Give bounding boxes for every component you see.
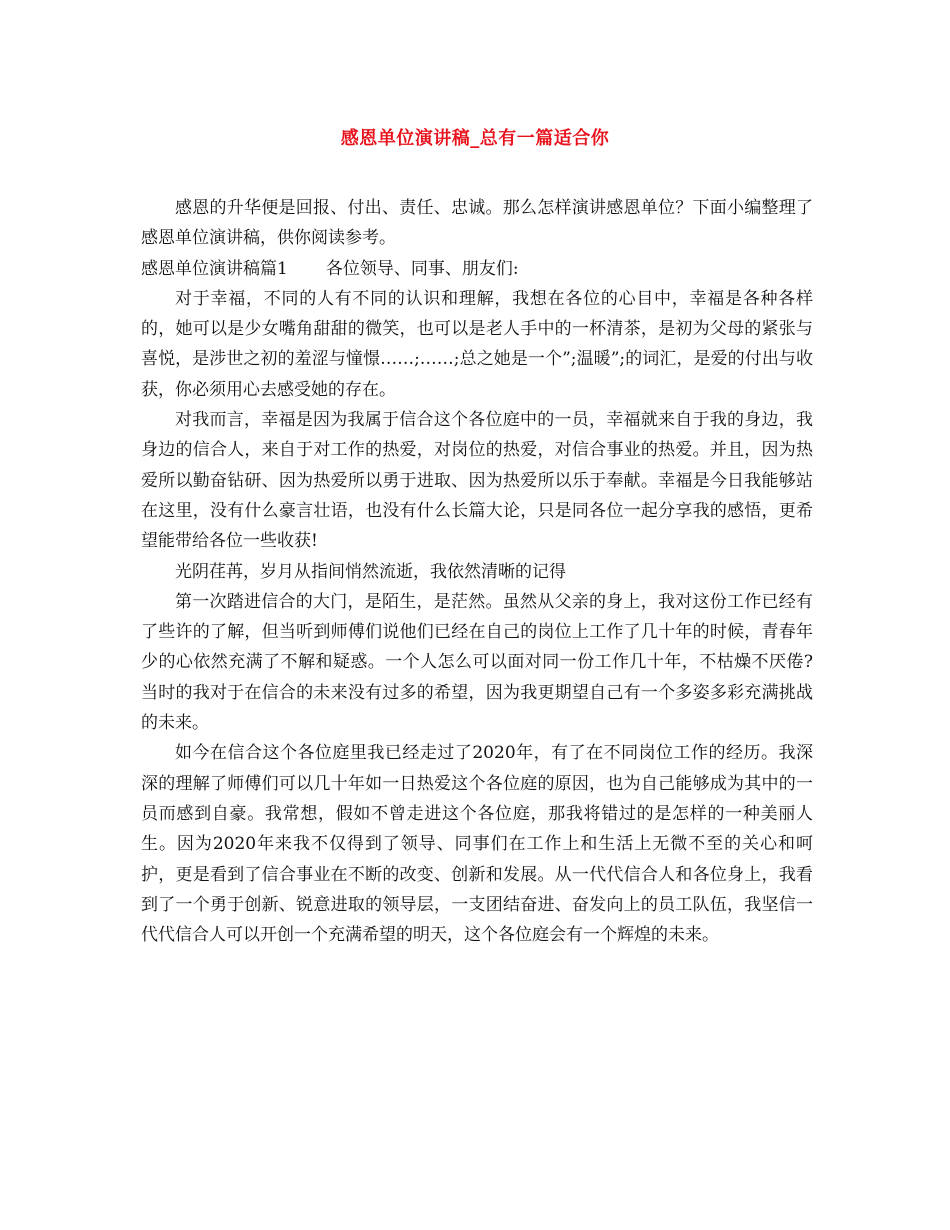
document-title: 感恩单位演讲稿_总有一篇适合你: [340, 128, 610, 149]
body-paragraph: 对于幸福，不同的人有不同的认识和理解，我想在各位的心目中，幸福是各种各样的，她可以是少女嘴角甜甜的微笑，也可以是老人手中的一杯清茶，是初为父母的紧张与喜悦，是涉世之初的羞涩与憧憬……;……;总之她是一个”;温暖”;的词汇，是爱的付出与收获，你必须用心去感受她的存在。: [141, 288, 813, 400]
body-paragraph: 光阴荏苒，岁月从指间悄然流逝，我依然清晰的记得: [175, 561, 566, 582]
intro-paragraph: 感恩的升华便是回报、付出、责任、忠诚。那么怎样演讲感恩单位？下面小编整理了感恩单位演讲稿，供你阅读参考。: [141, 198, 813, 249]
document-body: [141, 193, 813, 950]
section-heading: 感恩单位演讲稿篇1: [141, 258, 288, 279]
body-paragraph: 第一次踏进信合的大门，是陌生，是茫然。虽然从父亲的身上，我对这份工作已经有了些许的了解，但当听到师傅们说他们已经在自己的岗位上工作了几十年的时候，青春年少的心依然充满了不解和疑惑。一个人怎么可以面对同一份工作几十年，不枯燥不厌倦?当时的我对于在信合的未来没有过多的希望，因为我更期望自己有一个多姿多彩充满挑战的未来。: [141, 591, 813, 734]
section-heading-line: [141, 254, 813, 284]
body-paragraph: 对我而言，幸福是因为我属于信合这个各位庭中的一员，幸福就来自于我的身边，我身边的信合人，来自于对工作的热爱，对岗位的热爱，对信合事业的热爱。并且，因为热爱所以勤奋钻研、因为热爱所以勇于进取、因为热爱所以乐于奉献。幸福是今日我能够站在这里，没有什么豪言壮语，也没有什么长篇大论，只是同各位一起分享我的感悟，更希望能带给各位一些收获!: [141, 410, 813, 552]
body-paragraph: 如今在信合这个各位庭里我已经走过了2020年，有了在不同岗位工作的经历。我深深的理解了师傅们可以几十年如一日热爱这个各位庭的原因，也为自己能够成为其中的一员而感到自豪。我常想，假如不曾走进这个各位庭，那我将错过的是怎样的一种美丽人生。因为2020年来我不仅得到了领导、同事们在工作上和生活上无微不至的关心和呵护，更是看到了信合事业在不断的改变、创新和发展。从一代代信合人和各位身上，我看到了一个勇于创新、锐意进取的领导层，一支团结奋进、奋发向上的员工队伍，我坚信一代代信合人可以开创一个充满希望的明天，这个各位庭会有一个辉煌的未来。: [141, 743, 813, 946]
salutation: 各位领导、同事、朋友们:: [325, 258, 519, 279]
